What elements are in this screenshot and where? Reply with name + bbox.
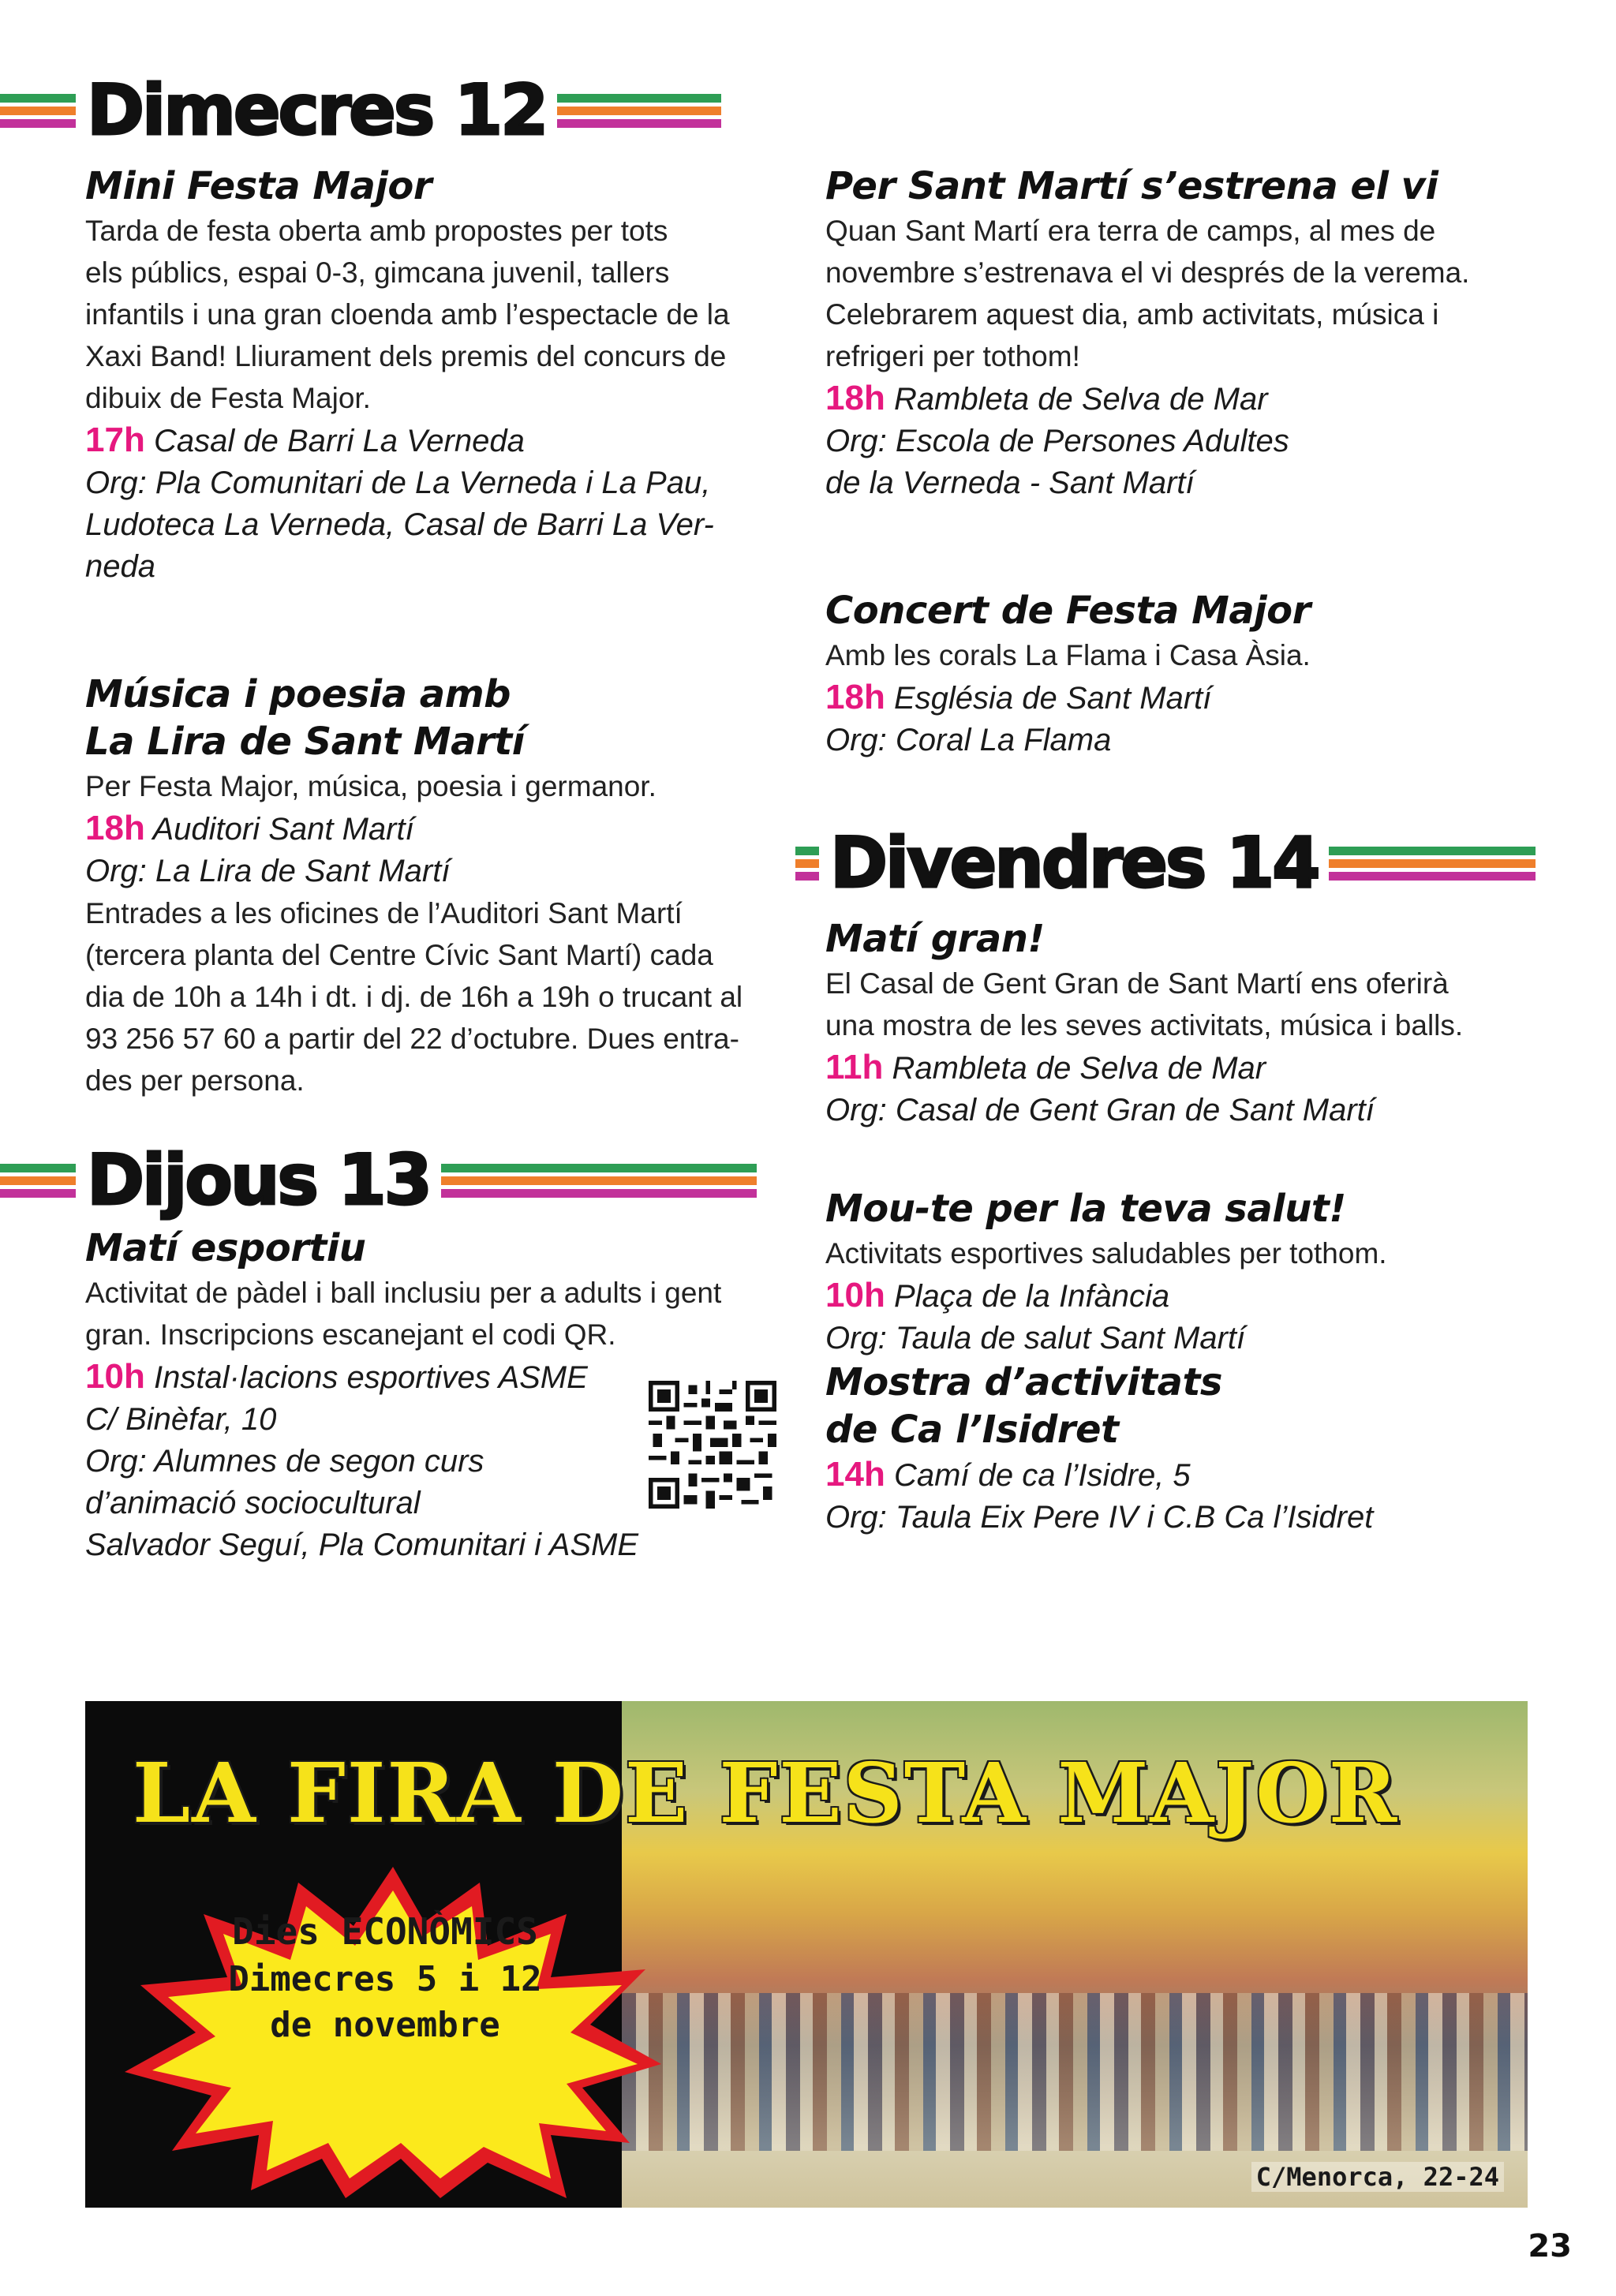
stripe-decoration-right: [441, 1144, 757, 1217]
event-desc-line: els públics, espai 0-3, gimcana juvenil, tallers: [85, 256, 670, 289]
event-desc-line: Per Festa Major, música, poesia i germanor.: [85, 770, 656, 802]
event-org: de la Verneda - Sant Martí: [825, 466, 1195, 500]
event-org: Org: Alumnes de segon curs: [85, 1444, 484, 1479]
event-org: d’animació sociocultural: [85, 1486, 421, 1520]
event-desc-line: Tarda de festa oberta amb propostes per tots: [85, 215, 668, 247]
event-org: Salvador Seguí, Pla Comunitari i ASME: [85, 1528, 639, 1562]
event-org: Ludoteca La Verneda, Casal de Barri La Ver-: [85, 507, 714, 542]
stripe-decoration-left: [0, 1144, 76, 1217]
event-title: Matí gran!: [825, 917, 1045, 961]
event-mini-festa-major: [85, 163, 795, 588]
event-place: Rambleta de Selva de Mar: [893, 382, 1268, 417]
event-title: Concert de Festa Major: [825, 589, 1311, 633]
day-title: Dijous 13: [87, 1139, 430, 1221]
event-extra-line: Entrades a les oficines de l’Auditori Sant Martí: [85, 897, 683, 929]
page-number: 23: [1528, 2228, 1572, 2264]
event-time: [85, 807, 795, 851]
event-extra-line: (tercera planta del Centre Cívic Sant Martí) cada: [85, 939, 713, 971]
event-org: Org: La Lira de Sant Martí: [85, 854, 451, 888]
event-desc-line: gran. Inscripcions escanejant el codi QR.: [85, 1318, 616, 1351]
event-org: Org: Coral La Flama: [825, 723, 1112, 757]
event-hour: 18h: [825, 379, 885, 417]
event-place-address: C/ Binèfar, 10: [85, 1402, 277, 1437]
event-place: Església de Sant Martí: [893, 681, 1212, 716]
event-hour: 18h: [825, 678, 885, 716]
event-desc-line: Activitats esportives saludables per tothom.: [825, 1237, 1387, 1270]
event-time: [825, 1046, 1559, 1090]
event-time: [85, 419, 795, 462]
event-desc-line: una mostra de les seves activitats, música i balls.: [825, 1009, 1464, 1041]
stripe-decoration-left: [795, 827, 819, 899]
event-time: [825, 1274, 1559, 1318]
event-desc-line: Amb les corals La Flama i Casa Àsia.: [825, 639, 1311, 671]
banner-address: C/Menorca, 22-24: [1251, 2162, 1504, 2192]
event-org: Org: Taula de salut Sant Martí: [825, 1321, 1246, 1356]
day-title: Divendres 14: [830, 822, 1319, 903]
event-desc-line: dibuix de Festa Major.: [85, 382, 371, 414]
event-place: Casal de Barri La Verneda: [153, 424, 525, 458]
event-place: Auditori Sant Martí: [152, 812, 414, 847]
event-mati-gran: [825, 915, 1559, 1131]
day-title: Dimecres 12: [87, 69, 547, 151]
event-title: Mou-te per la teva salut!: [825, 1187, 1346, 1231]
event-hour: 17h: [85, 421, 145, 459]
banner-line: Dies ECONÒMICS: [232, 1910, 538, 1953]
event-salut: [825, 1185, 1559, 1359]
stripe-decoration-left: [0, 74, 76, 147]
day-header-dimecres: [0, 69, 721, 151]
event-desc-line: Quan Sant Martí era terra de camps, al mes de: [825, 215, 1436, 247]
day-header-divendres: [795, 822, 1536, 903]
event-title: La Lira de Sant Martí: [85, 720, 525, 764]
event-time: [825, 676, 1559, 720]
stripe-decoration-right: [1329, 827, 1536, 899]
crowd-image: [622, 1993, 1528, 2151]
day-header-dijous: [0, 1139, 757, 1221]
event-time: [825, 377, 1559, 421]
event-desc-line: Xaxi Band! Lliurament dels premis del concurs de: [85, 340, 727, 372]
event-hour: 10h: [85, 1357, 145, 1396]
event-place: Camí de ca l’Isidre, 5: [893, 1458, 1191, 1493]
event-hour: 10h: [825, 1276, 885, 1314]
qr-code-icon[interactable]: [649, 1381, 776, 1509]
event-desc-line: Activitat de pàdel i ball inclusiu per a adults i gent: [85, 1277, 722, 1309]
event-place: Plaça de la Infància: [893, 1279, 1170, 1314]
event-title: Per Sant Martí s’estrena el vi: [825, 164, 1438, 208]
fira-banner: [85, 1701, 1528, 2208]
event-desc-line: El Casal de Gent Gran de Sant Martí ens oferirà: [825, 967, 1449, 1000]
event-desc-line: novembre s’estrenava el vi després de la verema.: [825, 256, 1470, 289]
event-time: [825, 1453, 1559, 1497]
event-place: Rambleta de Selva de Mar: [892, 1051, 1266, 1086]
banner-dates: [164, 1906, 606, 2048]
event-hour: 18h: [85, 809, 145, 847]
event-org: Org: Escola de Persones Adultes: [825, 424, 1289, 458]
event-place: Instal·lacions esportives ASME: [153, 1360, 588, 1395]
banner-line: de novembre: [270, 2005, 500, 2045]
event-title: Matí esportiu: [85, 1226, 366, 1270]
event-title: Música i poesia amb: [85, 672, 511, 716]
event-musica-poesia: [85, 671, 795, 1101]
stripe-decoration-right: [557, 74, 721, 147]
event-title: de Ca l’Isidret: [825, 1408, 1119, 1452]
event-hour: 14h: [825, 1455, 885, 1494]
event-org: Org: Pla Comunitari de La Verneda i La Pau,: [85, 466, 711, 500]
event-desc-line: refrigeri per tothom!: [825, 340, 1080, 372]
event-extra-line: 93 256 57 60 a partir del 22 d’octubre. Dues entra-: [85, 1023, 739, 1055]
event-extra-line: dia de 10h a 14h i dt. i dj. de 16h a 19h o trucant al: [85, 981, 743, 1013]
event-title: Mostra d’activitats: [825, 1360, 1222, 1404]
event-sant-marti-vi: [825, 163, 1559, 504]
event-concert: [825, 587, 1559, 761]
event-desc-line: infantils i una gran cloenda amb l’espectacle de la: [85, 298, 730, 331]
event-extra-line: des per persona.: [85, 1064, 305, 1097]
event-desc-line: Celebrarem aquest dia, amb activitats, música i: [825, 298, 1439, 331]
event-org: Org: Taula Eix Pere IV i C.B Ca l’Isidret: [825, 1500, 1374, 1535]
event-hour: 11h: [825, 1048, 884, 1086]
banner-line: Dimecres 5 i 12: [228, 1959, 542, 1999]
event-org: Org: Casal de Gent Gran de Sant Martí: [825, 1093, 1375, 1127]
banner-title: LA FIRA DE FESTA MAJOR: [133, 1744, 1399, 1842]
event-mostra-activitats: [825, 1359, 1559, 1539]
event-title: Mini Festa Major: [85, 164, 432, 208]
event-org: neda: [85, 549, 155, 584]
